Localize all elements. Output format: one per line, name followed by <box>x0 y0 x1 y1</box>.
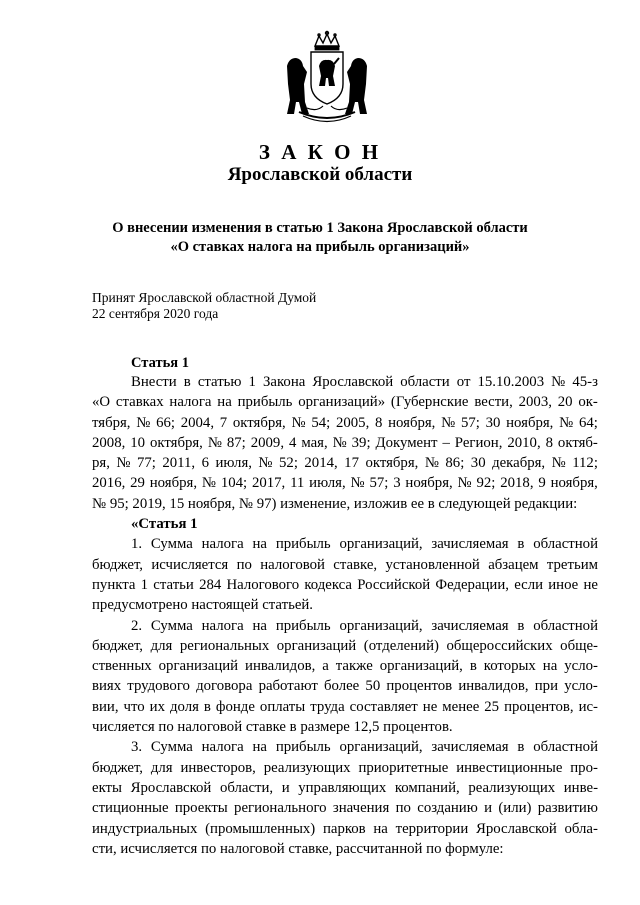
word: стиционные <box>92 800 169 817</box>
word: 52; <box>279 455 298 472</box>
word: екты <box>92 779 122 796</box>
word: Ярославской <box>130 779 212 796</box>
word: прибыль <box>275 617 331 634</box>
text-line <box>92 514 598 534</box>
word: 11 <box>290 475 305 492</box>
word: области <box>400 374 450 390</box>
word: 2018, <box>500 475 534 492</box>
word: более <box>323 678 360 695</box>
word: налога <box>201 617 244 634</box>
word: 2017, <box>251 475 286 492</box>
text-line-content: сти, исчисляется по налоговой ставке, рассчитанной по формуле: <box>92 840 504 857</box>
coat-of-arms-emblem <box>277 28 377 128</box>
word: № <box>551 455 566 472</box>
text-line <box>92 778 598 798</box>
text-line <box>92 473 598 493</box>
text-line <box>92 819 598 839</box>
word: в <box>517 617 525 634</box>
word: в <box>469 658 477 675</box>
word: декабря, <box>492 455 546 472</box>
word: № <box>350 475 365 492</box>
word: региональных <box>179 637 270 654</box>
word: 2011, <box>162 455 196 472</box>
word: 4 <box>288 434 297 451</box>
word: управляющих <box>298 779 387 796</box>
word: трудового <box>127 678 190 695</box>
word: менее <box>442 698 480 715</box>
word: инве- <box>563 779 598 796</box>
word: 2004, <box>180 414 215 431</box>
word: 1 <box>248 374 256 390</box>
word: организаций, <box>339 536 423 553</box>
word: областной <box>533 536 598 553</box>
word: а <box>322 658 329 675</box>
word: 45-з <box>572 374 598 390</box>
word: налоговой <box>260 556 325 573</box>
word: 39; <box>351 434 371 451</box>
text-line <box>92 676 598 696</box>
word: что <box>123 698 145 715</box>
word: областной <box>533 617 598 634</box>
word: процентов, <box>504 698 574 715</box>
word: организаций» <box>298 394 386 411</box>
word: ставках <box>115 394 164 411</box>
word: Сумма <box>150 536 193 553</box>
word: Федерации, <box>435 576 509 593</box>
word: в <box>203 698 211 715</box>
text-line-content: числяется по налоговой ставке в размере 12,5 процентов. <box>92 719 453 736</box>
word: Налогового <box>226 576 300 593</box>
word: фонде <box>215 698 255 715</box>
word: – <box>442 434 450 451</box>
word: на <box>252 617 267 634</box>
word: по <box>395 800 411 817</box>
word: 57; <box>460 414 480 431</box>
word: Ярославской <box>312 374 394 390</box>
word: для <box>150 637 173 654</box>
subject-line: О внесении изменения в статью 1 Закона Ярославской области <box>112 220 528 236</box>
word: июля, <box>309 475 346 492</box>
word: при <box>534 678 559 695</box>
word: парков <box>322 820 366 837</box>
word: Сумма <box>150 617 193 634</box>
word: октября, <box>149 434 203 451</box>
word: 15.10.2003 <box>477 374 545 390</box>
word: прибыль <box>275 739 331 756</box>
word: оплаты <box>259 698 306 715</box>
word: пункта <box>92 576 136 593</box>
word: 30 <box>470 455 486 472</box>
text-line <box>92 798 598 818</box>
word: индустриальных <box>92 820 198 837</box>
word: ноября, <box>149 475 198 492</box>
word: № <box>551 374 566 390</box>
word: 30 <box>485 414 501 431</box>
word: инвалидов, <box>458 678 529 695</box>
word: (или) <box>498 800 532 817</box>
adoption-note <box>92 290 316 322</box>
text-line-content: № 95; 2019, 15 ноября, № 97) изменение, изложив ее в следующей редакции: <box>92 495 578 512</box>
word: областной <box>533 739 598 756</box>
word: ря, <box>92 455 110 472</box>
word: 2. <box>131 617 143 634</box>
word: 8 <box>545 434 553 451</box>
text-line <box>92 717 598 737</box>
word: вии, <box>92 698 119 715</box>
word: № <box>136 414 151 431</box>
word: договора <box>196 678 253 695</box>
word: 20 <box>557 394 573 411</box>
region-title: Ярославской области <box>227 164 413 185</box>
text-line <box>92 372 598 392</box>
word: организаций <box>276 637 357 654</box>
word: Ярославской <box>475 820 557 837</box>
word: мая, <box>301 434 328 451</box>
word: 2014, <box>304 455 338 472</box>
word: приоритетные <box>358 759 449 776</box>
word: (отделений) <box>363 637 439 654</box>
text-line <box>92 453 598 473</box>
word: организаций <box>158 658 239 675</box>
word: организаций, <box>339 617 423 634</box>
word: по <box>236 556 252 573</box>
word: 57; <box>369 475 389 492</box>
word: и <box>281 779 290 796</box>
text-line <box>92 697 598 717</box>
word: организаций, <box>379 658 463 675</box>
word: области, <box>219 779 274 796</box>
word: ставке, <box>333 556 378 573</box>
word: 2008, <box>92 434 126 451</box>
word: (Губернские <box>390 394 469 411</box>
word: 25 <box>484 698 500 715</box>
word: в <box>517 739 525 756</box>
text-line <box>92 392 598 412</box>
word: иное <box>548 576 579 593</box>
word: 2003, <box>518 394 552 411</box>
word: 2010, <box>507 434 541 451</box>
word: абзацем <box>488 556 539 573</box>
word: 284 <box>199 576 222 593</box>
word: инвестиционные <box>456 759 563 776</box>
word: налога <box>169 394 212 411</box>
word: 6 <box>201 455 209 472</box>
word: проекты <box>174 800 228 817</box>
word: инвесторов, <box>180 759 256 776</box>
word: бюджет, <box>92 556 144 573</box>
text-line-content: предусмотрено настоящей статьей. <box>92 597 314 614</box>
word: № <box>424 455 439 472</box>
word: статью <box>197 374 242 390</box>
word: реализующих <box>468 779 556 796</box>
word: 3. <box>131 739 143 756</box>
word: налога <box>201 739 244 756</box>
word: ноября, <box>405 475 453 492</box>
word: если <box>514 576 544 593</box>
word: для <box>150 759 173 776</box>
word: развитию <box>537 800 598 817</box>
word: значения <box>332 800 390 817</box>
word: 92; <box>476 475 496 492</box>
text-line <box>92 555 598 575</box>
word: 2009, <box>250 434 285 451</box>
text-line <box>92 758 598 778</box>
word: бюджет, <box>92 637 144 654</box>
text-line <box>92 433 598 453</box>
word: Сумма <box>150 739 193 756</box>
word: общероссийских <box>446 637 553 654</box>
word: 112; <box>572 455 598 472</box>
word: их <box>149 698 165 715</box>
word: регионального <box>234 800 327 817</box>
word: Российской <box>357 576 431 593</box>
word: инвалидов, <box>245 658 316 675</box>
text-line <box>92 616 598 636</box>
text-line <box>92 636 598 656</box>
article-heading: Статья 1 <box>131 355 189 371</box>
word: № <box>332 434 347 451</box>
word: 2016, <box>92 475 126 492</box>
text-line <box>92 534 598 554</box>
text-line <box>92 494 598 514</box>
word: 1 <box>140 576 149 593</box>
word: октября, <box>232 414 286 431</box>
word: прибыль <box>237 394 293 411</box>
word: на <box>252 536 267 553</box>
word: виях <box>92 678 122 695</box>
word: усло- <box>564 658 598 675</box>
word: 1. <box>131 536 143 553</box>
text-line-content: «Статья 1 <box>131 516 198 533</box>
word: доля <box>169 698 199 715</box>
word: № <box>207 434 222 451</box>
word: на <box>373 820 388 837</box>
word: ноября, <box>550 475 598 492</box>
word: процентов <box>386 678 453 695</box>
word: труда <box>310 698 345 715</box>
word: № <box>291 414 306 431</box>
word: территории <box>395 820 469 837</box>
word: октября, <box>365 455 419 472</box>
word: июля, <box>215 455 252 472</box>
word: ис- <box>578 698 598 715</box>
word: 9 <box>538 475 546 492</box>
law-title: З А К О Н <box>258 140 382 164</box>
word: 7 <box>219 414 228 431</box>
text-line <box>92 737 598 757</box>
word: 86; <box>445 455 465 472</box>
word: вести, <box>474 394 513 411</box>
word: бюджет, <box>92 759 144 776</box>
word: № <box>258 455 273 472</box>
text-line <box>92 595 598 615</box>
article-body <box>92 372 598 859</box>
word: установленной <box>385 556 480 573</box>
adoption-line: Принят Ярославской областной Думой <box>92 290 317 305</box>
word: ноября, <box>506 414 554 431</box>
word: от <box>456 374 471 390</box>
word: 77; <box>136 455 156 472</box>
word: Регион, <box>454 434 503 451</box>
word: 54; <box>311 414 331 431</box>
word: на <box>252 739 267 756</box>
word: работают <box>258 678 318 695</box>
subject-line: «О ставках налога на прибыль организаций» <box>170 239 470 255</box>
word: прибыль <box>275 536 331 553</box>
word: 104; <box>220 475 248 492</box>
word: не <box>583 576 598 593</box>
word: октяб- <box>557 434 598 451</box>
word: Внести <box>131 374 177 390</box>
word: зачисляемая <box>431 739 509 756</box>
word: Документ <box>375 434 438 451</box>
word: «О <box>92 394 111 411</box>
word: обла- <box>564 820 598 837</box>
word: № <box>116 455 131 472</box>
word: кодекса <box>304 576 353 593</box>
word: 10 <box>130 434 146 451</box>
word: 8 <box>374 414 383 431</box>
word: зачисляемая <box>431 536 509 553</box>
word: также <box>335 658 373 675</box>
word: 3 <box>393 475 401 492</box>
word: Закона <box>263 374 306 390</box>
word: 2005, <box>335 414 370 431</box>
word: 87; <box>226 434 246 451</box>
text-line <box>92 575 598 595</box>
word: 17 <box>344 455 359 472</box>
word: ственных <box>92 658 152 675</box>
word: обще- <box>560 637 598 654</box>
text-line <box>92 839 598 859</box>
word: и <box>484 800 493 817</box>
word: 50 <box>365 678 381 695</box>
word: ноября, <box>388 414 436 431</box>
word: тября, <box>92 414 131 431</box>
word: зачисляемая <box>431 617 509 634</box>
word: ок- <box>578 394 598 411</box>
word: про- <box>570 759 598 776</box>
word: 29 <box>130 475 145 492</box>
word: которых <box>483 658 536 675</box>
word: статьи <box>153 576 194 593</box>
word: третьим <box>546 556 598 573</box>
word: № <box>441 414 456 431</box>
word: в <box>183 374 191 390</box>
word: созданию <box>417 800 478 817</box>
word: № <box>201 475 216 492</box>
word: налога <box>201 536 244 553</box>
word: на <box>542 658 558 675</box>
adoption-date: 22 сентября 2020 года <box>92 306 219 321</box>
text-line <box>92 656 598 676</box>
word: составляет <box>349 698 418 715</box>
word: № <box>457 475 472 492</box>
word: (промышленных) <box>205 820 316 837</box>
word: усло- <box>564 678 598 695</box>
word: на <box>217 394 232 411</box>
word: 64; <box>578 414 598 431</box>
word: исчисляется <box>151 556 229 573</box>
word: организаций, <box>339 739 423 756</box>
word: 66; <box>156 414 175 431</box>
word: № <box>559 414 574 431</box>
text-line <box>92 413 598 433</box>
word: не <box>422 698 438 715</box>
law-subject <box>0 219 640 257</box>
word: в <box>517 536 525 553</box>
word: компаний, <box>394 779 460 796</box>
word: реализующих <box>263 759 351 776</box>
